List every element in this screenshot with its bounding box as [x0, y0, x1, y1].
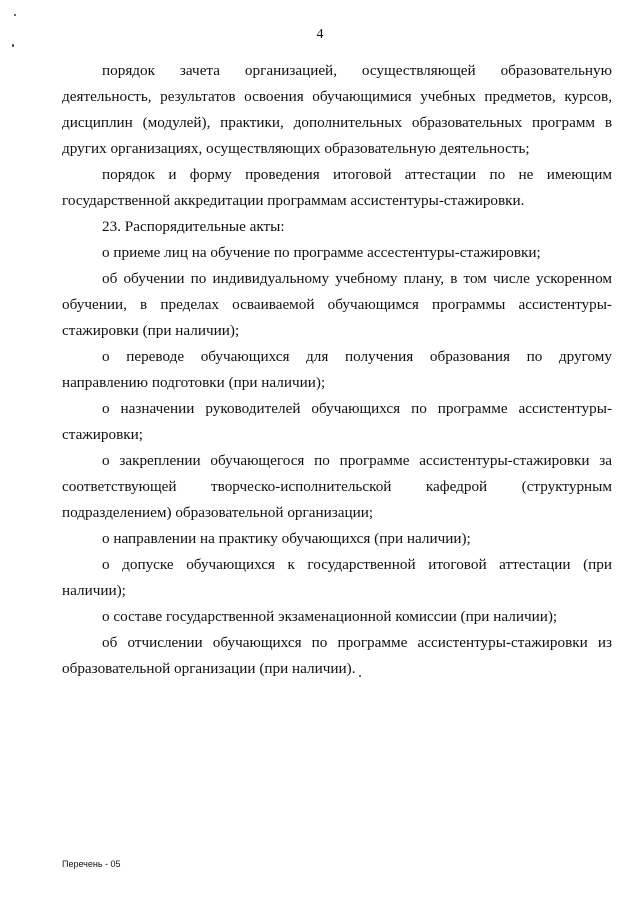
paragraph-final-attestation: порядок и форму проведения итоговой аттестации по не имеющим государственной аккредитации программам ассистентуры-стажировки.: [62, 166, 612, 209]
scan-speck-mark: [12, 44, 14, 47]
page-number: 4: [316, 27, 324, 42]
list-item: о допуске обучающихся к государственной итоговой аттестации (при наличии);: [62, 556, 612, 599]
paragraph-credit-order: порядок зачета организацией, осуществляющей образовательную деятельность, результатов освоения обучающимися учебных предметов, курсов, дисциплин (модулей), практики, дополнительных образовательных программ в других организациях, осуществляющих образовательную деятельность;: [62, 62, 612, 157]
list-item: о составе государственной экзаменационной комиссии (при наличии);: [102, 608, 558, 625]
list-item: о назначении руководителей обучающихся по программе ассистентуры-стажировки;: [62, 400, 612, 443]
list-item: о приеме лиц на обучение по программе ассестентуры-стажировки;: [102, 244, 541, 261]
footer-label: Перечень - 05: [62, 859, 121, 869]
list-item: о переводе обучающихся для получения образования по другому направлению подготовки (при наличии);: [62, 348, 612, 391]
section-heading: 23. Распорядительные акты:: [102, 218, 285, 235]
scan-speck-mark: [14, 14, 16, 16]
list-item: о закреплении обучающегося по программе ассистентуры-стажировки за соответствующей творческо-исполнительской кафедрой (структурным подразделением) образовательной организации;: [62, 452, 612, 521]
list-item: о направлении на практику обучающихся (при наличии);: [102, 530, 471, 547]
list-item: об обучении по индивидуальному учебному плану, в том числе ускоренном обучении, в пределах осваиваемой обучающимся программы ассистентуры-стажировки (при наличии);: [62, 270, 612, 339]
list-item: об отчислении обучающихся по программе ассистентуры-стажировки из образовательной организации (при наличии).: [62, 634, 612, 677]
document-body: [62, 58, 612, 682]
